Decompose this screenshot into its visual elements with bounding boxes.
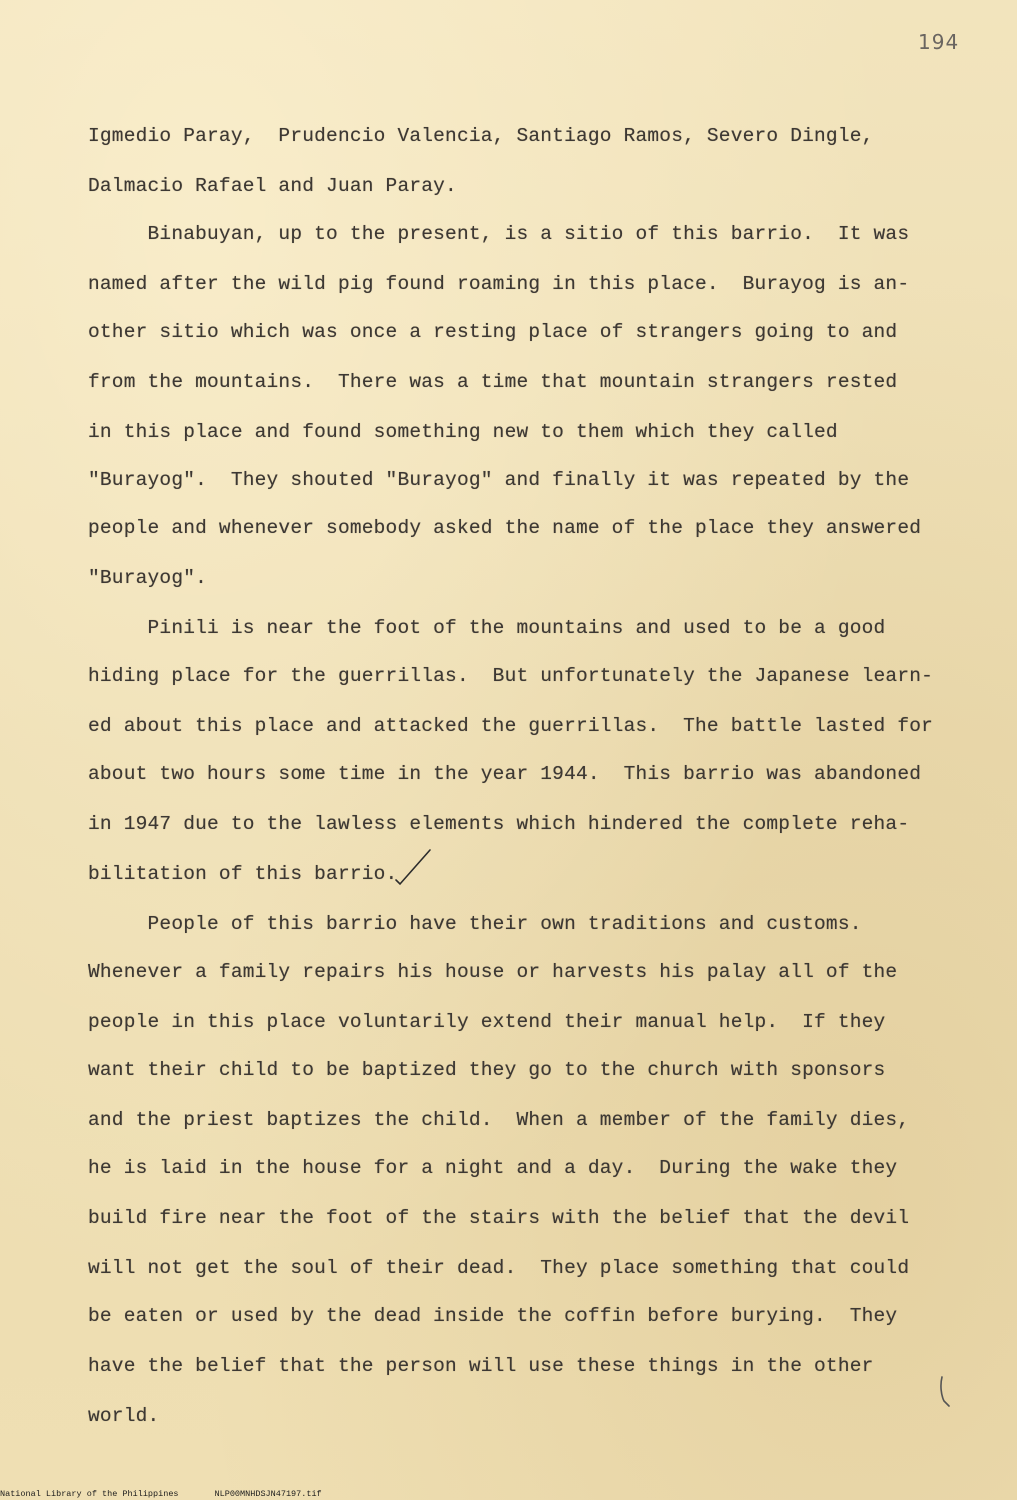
text-line-15: in 1947 due to the lawless elements which hindered the complete reha- [88, 813, 910, 835]
text-line-2: Dalmacio Rafael and Juan Paray. [88, 175, 457, 197]
pencil-margin-mark [936, 1375, 952, 1409]
text-line-3: Binabuyan, up to the present, is a sitio of this barrio. It was [88, 223, 910, 245]
text-line-4: named after the wild pig found roaming in this place. Burayog is an- [88, 273, 910, 295]
text-line-25: be eaten or used by the dead inside the coffin before burying. They [88, 1305, 898, 1327]
text-line-20: want their child to be baptized they go to the church with sponsors [88, 1059, 886, 1081]
text-line-16: bilitation of this barrio. [88, 863, 398, 885]
text-line-9: people and whenever somebody asked the name of the place they answered [88, 517, 922, 539]
scan-footer [0, 1489, 1017, 1500]
text-line-12: hiding place for the guerrillas. But unfortunately the Japanese learn- [88, 665, 934, 687]
footer-filename: NLP00MNHDSJN47197.tif [214, 1489, 322, 1499]
text-line-24: will not get the soul of their dead. They place something that could [88, 1257, 910, 1279]
page-number: 194 [918, 30, 960, 54]
text-line-22: he is laid in the house for a night and a day. During the wake they [88, 1157, 898, 1179]
text-line-23: build fire near the foot of the stairs with the belief that the devil [88, 1207, 910, 1229]
text-line-8: "Burayog". They shouted "Burayog" and finally it was repeated by the [88, 469, 910, 491]
text-line-17: People of this barrio have their own traditions and customs. [88, 913, 862, 935]
text-line-5: other sitio which was once a resting place of strangers going to and [88, 321, 898, 343]
text-line-6: from the mountains. There was a time that mountain strangers rested [88, 371, 898, 393]
footer-institution: National Library of the Philippines [0, 1489, 179, 1499]
handwritten-check-mark [394, 846, 434, 886]
text-line-1: Igmedio Paray, Prudencio Valencia, Santiago Ramos, Severo Dingle, [88, 125, 874, 147]
text-line-11: Pinili is near the foot of the mountains and used to be a good [88, 617, 886, 639]
text-line-13: ed about this place and attacked the guerrillas. The battle lasted for [88, 715, 934, 737]
text-line-19: people in this place voluntarily extend their manual help. If they [88, 1011, 886, 1033]
text-line-14: about two hours some time in the year 1944. This barrio was abandoned [88, 763, 922, 785]
text-line-10: "Burayog". [88, 567, 208, 589]
text-line-21: and the priest baptizes the child. When a member of the family dies, [88, 1109, 910, 1131]
text-line-18: Whenever a family repairs his house or harvests his palay all of the [88, 961, 898, 983]
text-line-27: world. [88, 1405, 160, 1427]
text-line-7: in this place and found something new to them which they called [88, 421, 838, 443]
text-line-26: have the belief that the person will use these things in the other [88, 1355, 874, 1377]
